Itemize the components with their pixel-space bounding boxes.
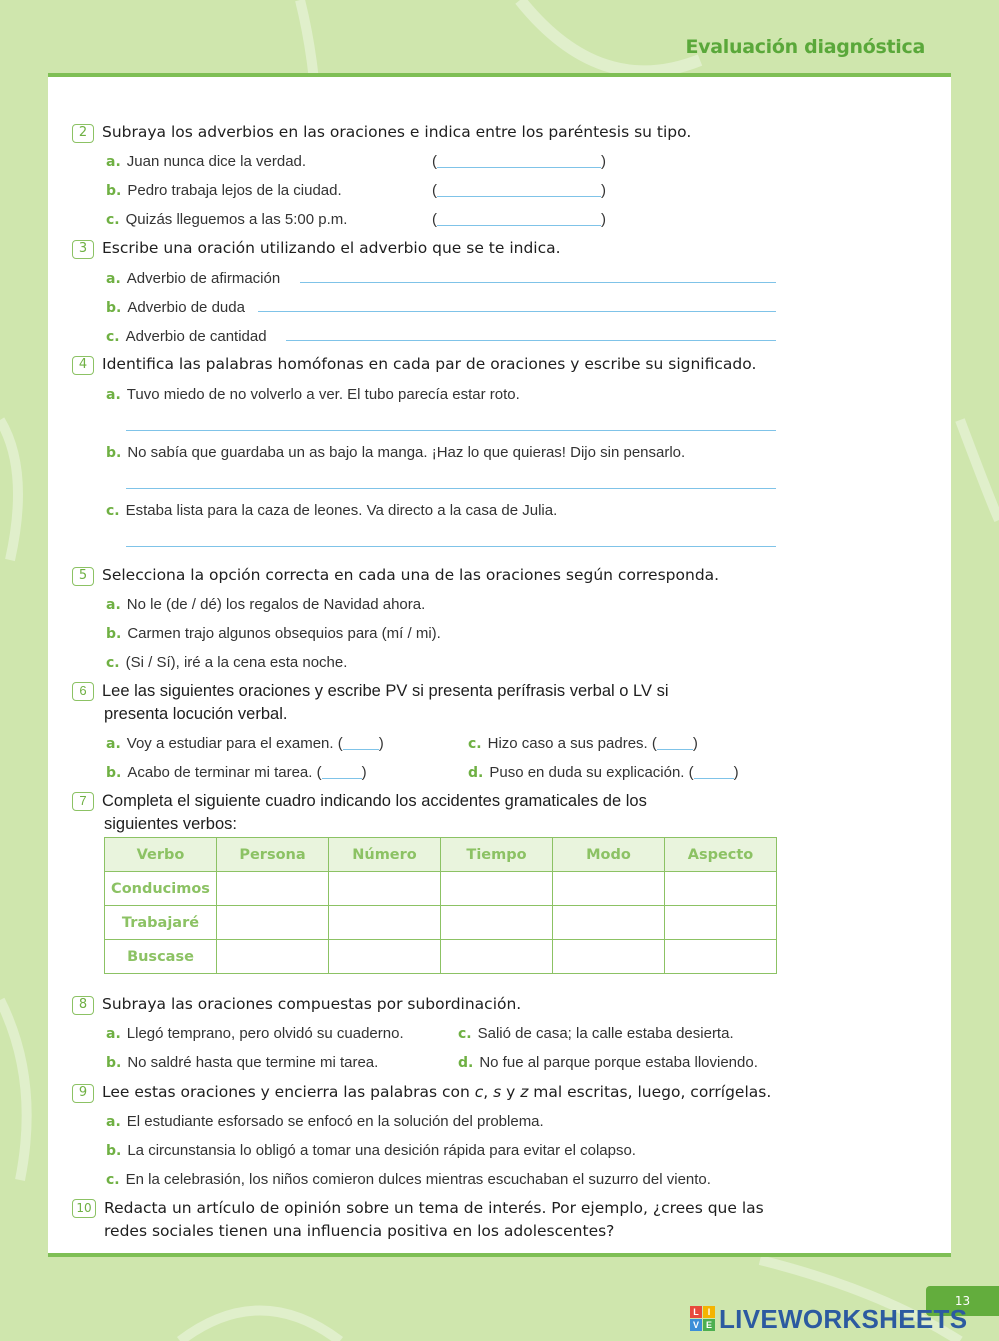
list-item: c. Hizo caso a sus padres. ( ) xyxy=(468,735,698,752)
column-header: Verbo xyxy=(105,838,217,872)
table-cell[interactable] xyxy=(329,872,441,906)
item-letter: a. xyxy=(106,1026,121,1042)
question-4 xyxy=(72,353,756,376)
answer-line[interactable] xyxy=(300,282,776,283)
answer-line[interactable] xyxy=(286,340,776,341)
list-item xyxy=(106,327,267,347)
item-letter: a. xyxy=(106,271,121,287)
question-text: Lee las siguientes oraciones y escribe PV si presenta perífrasis verbal o LV si xyxy=(102,682,669,700)
list-item xyxy=(106,269,280,289)
item-letter: b. xyxy=(106,445,122,461)
page-number: 13 xyxy=(926,1286,999,1316)
letter-c: c xyxy=(474,1083,484,1101)
question-number: 8 xyxy=(72,996,94,1015)
list-item xyxy=(106,210,347,230)
answer-line[interactable] xyxy=(126,430,776,431)
question-text: Subraya las oraciones compuestas por subordinación. xyxy=(102,995,522,1013)
question-10 xyxy=(72,1197,764,1243)
item-letter: a. xyxy=(106,736,121,752)
item-letter: c. xyxy=(106,503,120,519)
answer-line[interactable] xyxy=(258,311,776,312)
item-text: No saldré hasta que termine mi tarea. xyxy=(127,1054,379,1071)
list-item xyxy=(106,501,557,521)
table-row xyxy=(105,872,777,906)
question-text: Escribe una oración utilizando el adverbio que se te indica. xyxy=(102,239,561,257)
question-3 xyxy=(72,237,561,260)
table-cell[interactable] xyxy=(553,872,665,906)
question-text: Redacta un artículo de opinión sobre un tema de interés. Por ejemplo, ¿crees que las xyxy=(104,1199,764,1217)
table-cell[interactable] xyxy=(553,940,665,974)
question-number: 6 xyxy=(72,682,94,701)
liveworksheets-brand[interactable] xyxy=(690,1302,967,1336)
table-cell[interactable] xyxy=(665,940,777,974)
list-item xyxy=(106,181,342,201)
table-cell[interactable] xyxy=(441,940,553,974)
column-header: Modo xyxy=(553,838,665,872)
item-letter: a. xyxy=(106,387,121,403)
list-item: a. Voy a estudiar para el examen. ( ) xyxy=(106,735,384,752)
item-text: Carmen trajo algunos obsequios para (mí / mi). xyxy=(127,625,441,642)
item-letter: b. xyxy=(106,1055,122,1071)
question-number: 10 xyxy=(72,1199,96,1218)
item-letter: b. xyxy=(106,183,122,199)
row-header: Trabajaré xyxy=(105,906,217,940)
answer-parentheses[interactable]: ( ) xyxy=(432,182,606,199)
answer-parentheses[interactable]: ( ) xyxy=(432,211,606,228)
question-text-end: mal escritas, luego, corrígelas. xyxy=(528,1083,772,1101)
table-cell[interactable] xyxy=(665,872,777,906)
item-text: Adverbio de duda xyxy=(127,299,245,316)
table-cell[interactable] xyxy=(217,872,329,906)
answer-line[interactable] xyxy=(126,488,776,489)
question-8 xyxy=(72,993,521,1016)
list-item xyxy=(106,443,685,463)
question-number: 2 xyxy=(72,124,94,143)
column-header: Aspecto xyxy=(665,838,777,872)
table-cell[interactable] xyxy=(665,906,777,940)
question-text: Lee estas oraciones y encierra las palabras con xyxy=(102,1083,475,1101)
list-item[interactable] xyxy=(106,1053,378,1073)
item-letter: a. xyxy=(106,154,121,170)
answer-blank[interactable] xyxy=(694,765,734,779)
item-text: Adverbio de cantidad xyxy=(125,328,267,345)
item-letter: c. xyxy=(106,212,120,228)
column-header: Número xyxy=(329,838,441,872)
item-letter: b. xyxy=(106,300,122,316)
list-item[interactable] xyxy=(106,653,347,673)
letter-z: z xyxy=(520,1083,529,1101)
table-row xyxy=(105,940,777,974)
row-header: Conducimos xyxy=(105,872,217,906)
row-header: Buscase xyxy=(105,940,217,974)
item-text: Voy a estudiar para el examen. ( xyxy=(126,735,343,752)
answer-blank[interactable] xyxy=(657,736,693,750)
separator: y xyxy=(501,1083,521,1101)
brand-wordmark: LIVEWORKSHEETS xyxy=(719,1303,968,1334)
question-text-continued: siguientes verbos: xyxy=(104,815,237,833)
table-header-row xyxy=(105,838,777,872)
question-text: Subraya los adverbios en las oraciones e indica entre los paréntesis su tipo. xyxy=(102,123,692,141)
item-text: No fue al parque porque estaba lloviendo. xyxy=(479,1054,758,1071)
item-text: Tuvo miedo de no volverlo a ver. El tubo parecía estar roto. xyxy=(126,386,520,403)
table-cell[interactable] xyxy=(441,872,553,906)
answer-blank[interactable] xyxy=(322,765,362,779)
item-text: Adverbio de afirmación xyxy=(126,270,281,287)
item-letter: b. xyxy=(106,765,122,781)
list-item[interactable] xyxy=(106,595,425,615)
answer-line[interactable] xyxy=(126,546,776,547)
item-letter: c. xyxy=(106,329,120,345)
question-5 xyxy=(72,564,719,587)
item-letter: a. xyxy=(106,597,121,613)
list-item xyxy=(106,152,306,172)
question-9 xyxy=(72,1081,771,1104)
list-item[interactable] xyxy=(106,1141,636,1161)
item-letter: c. xyxy=(458,1026,472,1042)
item-text: No sabía que guardaba un as bajo la manga. ¡Haz lo que quieras! Dijo sin pensarlo. xyxy=(127,444,686,461)
question-number: 7 xyxy=(72,792,94,811)
question-text: Identifica las palabras homófonas en cada par de oraciones y escribe su significado. xyxy=(102,355,757,373)
item-letter: d. xyxy=(458,1055,474,1071)
question-number: 5 xyxy=(72,567,94,586)
table-cell[interactable] xyxy=(217,940,329,974)
list-item[interactable] xyxy=(106,1170,711,1190)
question-number: 9 xyxy=(72,1084,94,1103)
item-text: Puso en duda su explicación. ( xyxy=(489,764,694,781)
item-text: En la celebrasión, los niños comieron dulces mientras escuchaban el suzurro del viento. xyxy=(125,1171,711,1188)
question-7 xyxy=(72,790,647,836)
item-letter: d. xyxy=(468,765,484,781)
list-item xyxy=(106,298,245,318)
item-text: Hizo caso a sus padres. ( xyxy=(487,735,657,752)
item-letter: b. xyxy=(106,626,122,642)
item-letter: a. xyxy=(106,1114,121,1130)
list-item[interactable] xyxy=(106,1112,544,1132)
item-text: (Si / Sí), iré a la cena esta noche. xyxy=(125,654,348,671)
table-cell[interactable] xyxy=(329,940,441,974)
list-item[interactable] xyxy=(458,1053,758,1073)
item-text: Salió de casa; la calle estaba desierta. xyxy=(477,1025,734,1042)
item-text: No le (de / dé) los regalos de Navidad ahora. xyxy=(126,596,426,613)
item-text: El estudiante esforsado se enfocó en la solución del problema. xyxy=(126,1113,544,1130)
page-header-title: Evaluación diagnóstica xyxy=(685,36,925,58)
list-item[interactable] xyxy=(106,624,441,644)
item-letter: c. xyxy=(468,736,482,752)
list-item[interactable] xyxy=(458,1024,734,1044)
table-cell[interactable] xyxy=(329,906,441,940)
item-letter: b. xyxy=(106,1143,122,1159)
question-2 xyxy=(72,121,691,144)
list-item[interactable] xyxy=(106,1024,404,1044)
table-row xyxy=(105,906,777,940)
question-text-continued: redes sociales tienen una influencia positiva en los adolescentes? xyxy=(104,1222,615,1240)
item-text: La circunstansia lo obligó a tomar una desición rápida para evitar el colapso. xyxy=(127,1142,636,1159)
question-6 xyxy=(72,680,668,726)
answer-parentheses[interactable]: ( ) xyxy=(432,153,606,170)
list-item: b. Acabo de terminar mi tarea. ( ) xyxy=(106,764,367,781)
worksheet-panel xyxy=(48,73,951,1257)
table-cell[interactable] xyxy=(217,906,329,940)
column-header: Persona xyxy=(217,838,329,872)
item-text: Acabo de terminar mi tarea. ( xyxy=(127,764,322,781)
item-text: Llegó temprano, pero olvidó su cuaderno. xyxy=(126,1025,404,1042)
question-number: 4 xyxy=(72,356,94,375)
question-number: 3 xyxy=(72,240,94,259)
liveworksheets-logo-icon: L I V E xyxy=(690,1306,716,1332)
item-text: Estaba lista para la caza de leones. Va directo a la casa de Julia. xyxy=(125,502,558,519)
list-item xyxy=(106,385,520,405)
question-text-continued: presenta locución verbal. xyxy=(104,705,288,723)
item-text: Quizás lleguemos a las 5:00 p.m. xyxy=(125,211,348,228)
table-cell[interactable] xyxy=(441,906,553,940)
item-text: Pedro trabaja lejos de la ciudad. xyxy=(127,182,342,199)
column-header: Tiempo xyxy=(441,838,553,872)
answer-blank[interactable] xyxy=(343,736,379,750)
separator: , xyxy=(483,1083,494,1101)
verb-table xyxy=(104,837,777,974)
item-letter: c. xyxy=(106,1172,120,1188)
item-letter: c. xyxy=(106,655,120,671)
letter-s: s xyxy=(493,1083,502,1101)
question-text: Completa el siguiente cuadro indicando los accidentes gramaticales de los xyxy=(102,792,647,810)
question-text: Selecciona la opción correcta en cada una de las oraciones según corresponda. xyxy=(102,566,720,584)
item-text: Juan nunca dice la verdad. xyxy=(126,153,307,170)
table-cell[interactable] xyxy=(553,906,665,940)
list-item: d. Puso en duda su explicación. ( ) xyxy=(468,764,739,781)
